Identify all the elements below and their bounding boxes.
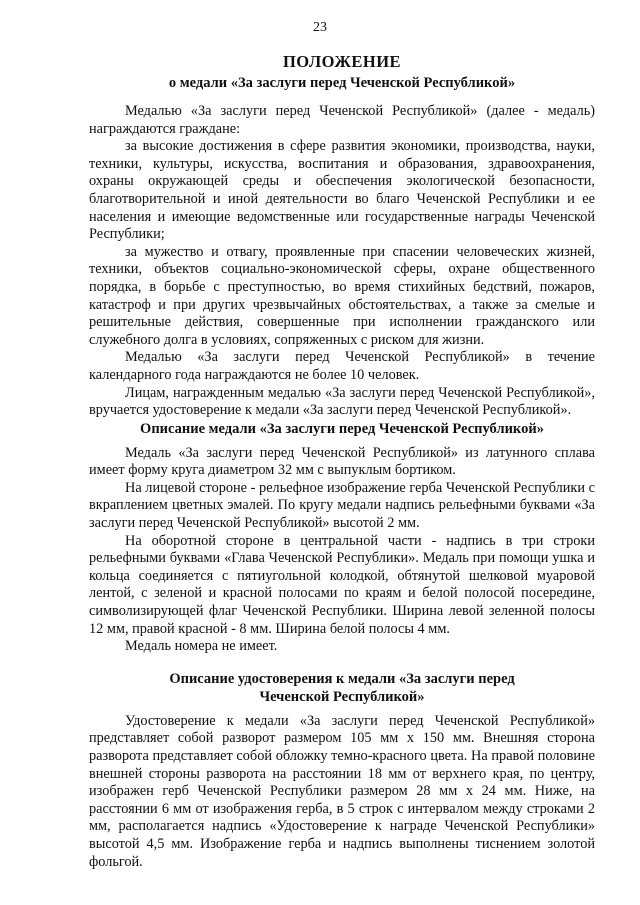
- paragraph-medal-shape: Медаль «За заслуги перед Чеченской Республикой» из латунного сплава имеет форму круга диаметром 32 мм с выпуклым бортиком.: [89, 444, 595, 479]
- document-title: ПОЛОЖЕНИЕ: [282, 52, 402, 71]
- paragraph-intro: Медалью «За заслуги перед Чеченской Республикой» (далее - медаль) награждаются граждане:: [89, 103, 595, 137]
- paragraph-limit: Медалью «За заслуги перед Чеченской Республикой» в течение календарного года награждаются не более 10 человек.: [89, 349, 595, 383]
- paragraph-courage: за мужество и отвагу, проявленные при спасении человеческих жизней, техники, объектов социально-экономической сферы, охране общественного порядка, в борьбе с преступностью, во время стихийных бедствий, пожаров, катастроф и при других чрезвычайных обстоятельствах, а также за смелые и решительные действия, совершенные при исполнении гражданского или служебного долга в условиях, сопряженных с риском для жизни.: [89, 243, 595, 348]
- paragraph-certificate-description: Удостоверение к медали «За заслуги перед Чеченской Республикой» представляет собой разворот размером 105 мм х 150 мм. Внешняя сторона разворота представляет собой обложку темно-красного цвета. На правой половине внешней стороны разворота на расстоянии 18 мм от верхнего края, по центру, изображен герб Чеченской Республики размером 28 мм х 24 мм. Ниже, на расстоянии 6 мм от изображения герба, в 5 строк с интервалом между строками 2 мм, располагается надпись «Удостоверение к награде Чеченской Республики» высотой 4,5 мм. Изображение герба и надпись выполнены тиснением золотой фольгой.: [89, 712, 595, 870]
- heading-certificate-description-line1: Описание удостоверения к медали «За заслуги перед: [169, 670, 515, 687]
- paragraph-medal-number: Медаль номера не имеет.: [125, 638, 278, 655]
- heading-medal-description: Описание медали «За заслуги перед Чеченской Республикой»: [140, 420, 544, 437]
- paragraph-certificate: Лицам, награжденным медалью «За заслуги перед Чеченской Республикой», вручается удостоверение к медали «За заслуги перед Чеченской Республикой».: [89, 384, 595, 419]
- paragraph-medal-front: На лицевой стороне - рельефное изображение герба Чеченской Республики с вкраплением цветных эмалей. По кругу медали надпись рельефными буквами «За заслуги перед Чеченской Республикой» высотой 2 мм.: [89, 479, 595, 532]
- document-body: [89, 51, 595, 871]
- heading-certificate-description-line2: Чеченской Республикой»: [259, 688, 425, 705]
- document-subtitle: о медали «За заслуги перед Чеченской Республикой»: [168, 75, 516, 91]
- paragraph-medal-back: На оборотной стороне в центральной части - надпись в три строки рельефными буквами «Глава Чеченской Республики». Медаль при помощи ушка и кольца соединяется с пятиугольной колодкой, обтянутой шелковой муаровой лентой, с зеленой и красной полосами по краям и белой полосой посередине, символизирующей флаг Чеченской Республики. Ширина левой зеленной полосы 12 мм, правой красной - 8 мм. Ширина белой полосы 4 мм.: [89, 532, 595, 637]
- paragraph-achievements: за высокие достижения в сфере развития экономики, производства, науки, техники, культуры, искусства, воспитания и образования, здравоохранения, охраны окружающей среды и обеспечения экологической безопасности, благотворительной и иной деятельности во благо Чеченской Республики и ее населения и имеющие ведомственные или государственные награды Чеченской Республики;: [89, 138, 595, 243]
- page-number: 23: [313, 20, 327, 35]
